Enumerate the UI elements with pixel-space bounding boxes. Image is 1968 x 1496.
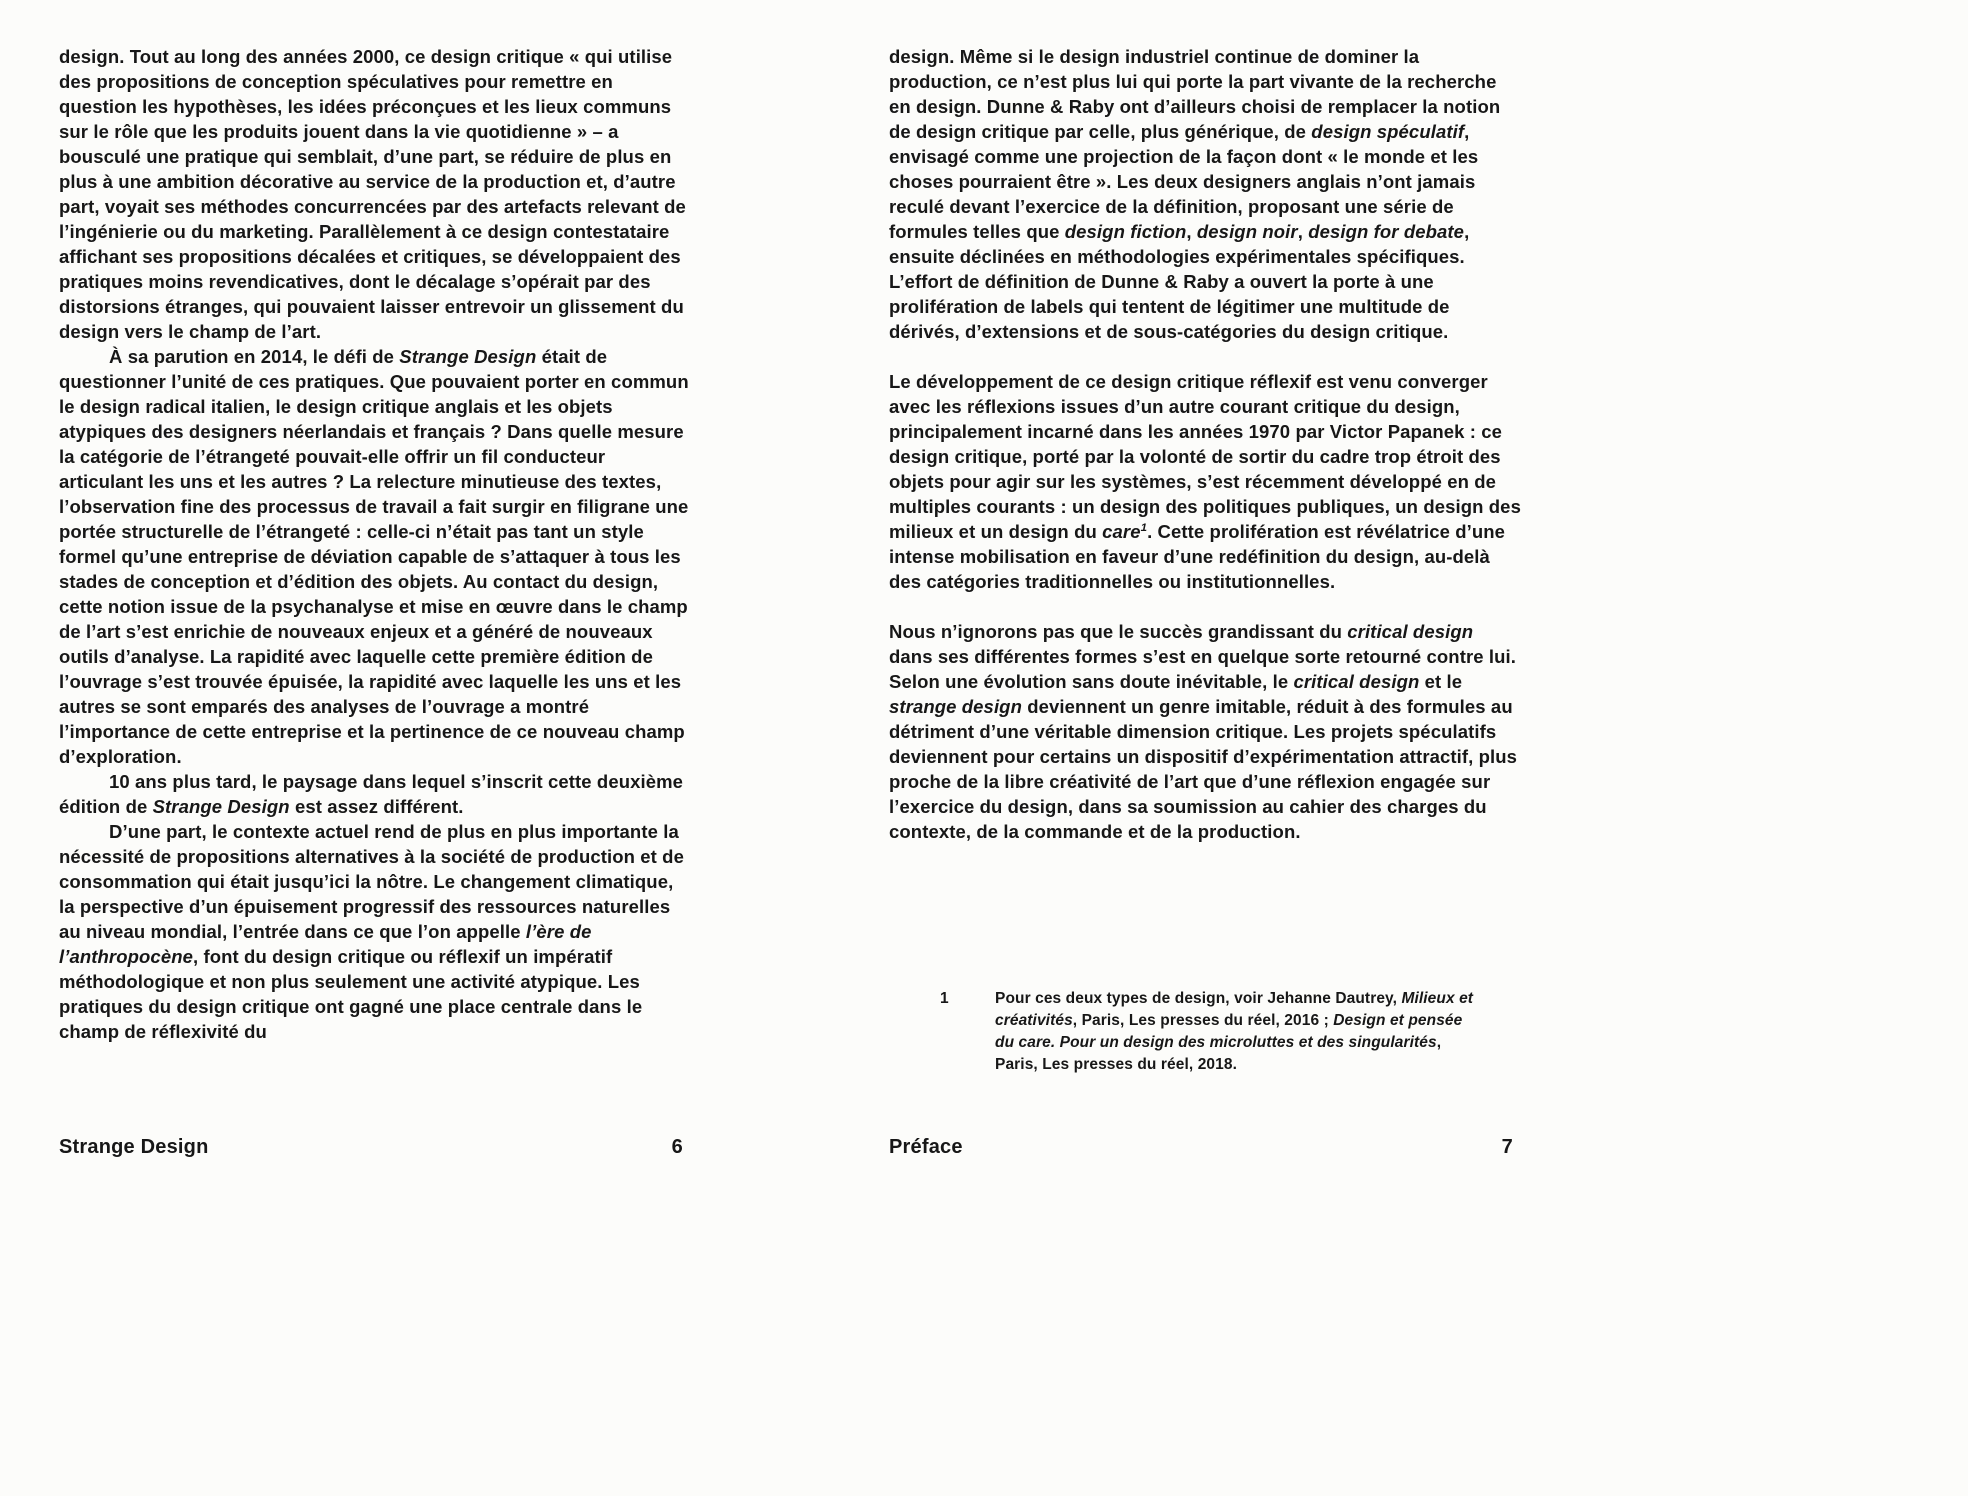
text-run: Le développement de ce design critique réflexif est venu converger avec les réflexions issues d’un autre courant critique du design, principalement incarné dans les années 1970 par Victor Papanek : ce design critique, porté par la volonté de sortir du cadre trop étroit des objets pour agir sur les systèmes, s’est récemment développé en de multiples courants : un design des politiques publiques, un design des milieux et un design du: [889, 371, 1521, 542]
text-run: D’une part, le contexte actuel rend de plus en plus importante la nécessité de propositions alternatives à la société de production et de consommation qui était jusqu’ici la nôtre. Le changement climatique, la perspective d’un épuisement progressif des ressources naturelles au niveau mondial, l’entrée dans ce que l’on appelle: [59, 821, 684, 942]
text-run: , Paris, Les presses du réel, 2018.: [995, 1034, 1442, 1073]
text-run: design. Même si le design industriel continue de dominer la production, ce n’est plus lui qui porte la part vivante de la recherche en design. Dunne & Raby ont d’ailleurs choisi de remplacer la notion de design critique par celle, plus générique, de: [889, 46, 1501, 142]
text-run: est assez différent.: [289, 796, 464, 817]
text-run: Pour ces deux types de design, voir Jehanne Dautrey,: [995, 990, 1402, 1007]
italic-text-run: design for debate: [1308, 221, 1465, 242]
text-run: , ensuite déclinées en méthodologies expérimentales spécifiques. L’effort de définition de Dunne & Raby a ouvert la porte à une prolifération de labels qui tentent de légitimer une multitude de dérivés, d’extensions et de sous-catégories du design critique.: [889, 221, 1470, 342]
page-number-right: 7: [1501, 1136, 1513, 1158]
page-number-left: 6: [671, 1136, 683, 1158]
italic-text-run: Strange Design: [399, 346, 537, 367]
italic-text-run: strange design: [889, 696, 1022, 717]
italic-text-run: design spéculatif: [1311, 121, 1465, 142]
page-right-text: [889, 44, 1521, 844]
paragraph: [889, 369, 1521, 594]
italic-text-run: critical design: [1293, 671, 1420, 692]
text-run: était de questionner l’unité de ces pratiques. Que pouvaient porter en commun le design radical italien, le design critique anglais et les objets atypiques des designers néerlandais et français ? Dans quelle mesure la catégorie de l’étrangeté pouvait-elle offrir un fil conducteur articulant les uns et les autres ? La relecture minutieuse des textes, l’observation fine des processus de travail a fait surgir en filigrane une portée structurelle de l’étrangeté : celle-ci n’était pas tant un style formel qu’une entreprise de déviation capable de s’attaquer à tous les stades de conception et d’édition des objets. Au contact du design, cette notion issue de la psychanalyse et mise en œuvre dans le champ de l’art s’est enrichie de nouveaux enjeux et a généré de nouveaux outils d’analyse. La rapidité avec laquelle cette première édition de l’ouvrage s’est trouvée épuisée, la rapidité avec laquelle les uns et les autres se sont emparés des analyses de l’ouvrage a montré l’importance de cette entreprise et la pertinence de ce nouveau champ d’exploration.: [59, 346, 689, 767]
footnote-marker: 1: [940, 990, 949, 1007]
italic-text-run: critical design: [1347, 621, 1474, 642]
italic-text-run: l’ère de l’anthropocène: [59, 921, 592, 967]
text-run: , font du design critique ou réflexif un impératif méthodologique et non plus seulement une activité atypique. Les pratiques du design critique ont gagné une place centrale dans le champ de réflexivité du: [59, 946, 643, 1042]
italic-text-run: Milieux et créativités: [995, 990, 1474, 1029]
text-run: et le: [1419, 671, 1463, 692]
paragraph: [59, 344, 691, 769]
italic-text-run: Strange Design: [152, 796, 290, 817]
text-run: ,: [1297, 221, 1309, 242]
page-right-footer: [889, 1136, 1513, 1159]
paragraph: [889, 619, 1521, 844]
text-run: dans ses différentes formes s’est en quelque sorte retourné contre lui. Selon une évolution sans doute inévitable, le: [889, 646, 1517, 692]
text-run: , Paris, Les presses du réel, 2016 ;: [1072, 1012, 1334, 1029]
italic-text-run: care: [1102, 521, 1141, 542]
italic-text-run: design fiction: [1064, 221, 1187, 242]
paragraph: [59, 819, 691, 1044]
text-run: 10 ans plus tard, le paysage dans lequel s’inscrit cette deuxième édition de: [59, 771, 684, 817]
paragraph: [59, 769, 691, 819]
italic-text-run: design noir: [1196, 221, 1298, 242]
italic-text-run: 1: [1140, 521, 1148, 534]
text-run: Nous n’ignorons pas que le succès grandissant du: [889, 621, 1348, 642]
page-left-footer: [59, 1136, 683, 1159]
text-run: . Cette prolifération est révélatrice d’une intense mobilisation en faveur d’une redéfinition du design, au-delà des catégories traditionnelles ou institutionnelles.: [889, 521, 1506, 592]
paragraph: [889, 44, 1521, 344]
text-run: design. Tout au long des années 2000, ce design critique « qui utilise des propositions de conception spéculatives pour remettre en question les hypothèses, les idées préconçues et les lieux communs sur le rôle que les produits jouent dans la vie quotidienne » – a bousculé une pratique qui semblait, d’une part, se réduire de plus en plus à une ambition décorative au service de la production et, d’autre part, voyait ses méthodes concurrencées par des artefacts relevant de l’ingénierie ou du marketing. Parallèlement à ce design contestataire affichant ses propositions décalées et critiques, se développaient des pratiques moins revendicatives, dont le décalage s’opérait par des distorsions étranges, qui pouvaient laisser entrevoir un glissement du design vers le champ de l’art.: [59, 46, 686, 342]
page-left-text: [59, 44, 691, 1044]
italic-text-run: Design et pensée du care. Pour un design des microluttes et des singularités: [995, 1012, 1463, 1051]
text-run: deviennent un genre imitable, réduit à des formules au détriment d’une véritable dimension critique. Les projets spéculatifs deviennent pour certains un dispositif d’expérimentation attractif, plus proche de la libre créativité de l’art que d’une réflexion engagée sur l’exercice du design, dans sa soumission au cahier des charges du contexte, de la commande et de la production.: [889, 696, 1518, 842]
text-run: , envisagé comme une projection de la façon dont « le monde et les choses pourraient être ». Les deux designers anglais n’ont jamais reculé devant l’exercice de la définition, proposant une série de formules telles que: [889, 121, 1479, 242]
footnote: [889, 988, 1481, 1076]
running-title-left: Strange Design: [59, 1136, 209, 1158]
text-run: À sa parution en 2014, le défi de: [109, 346, 400, 367]
footnote-text: [995, 988, 1481, 1076]
running-title-right: Préface: [889, 1136, 963, 1158]
paragraph: [59, 44, 691, 344]
text-run: ,: [1186, 221, 1197, 242]
